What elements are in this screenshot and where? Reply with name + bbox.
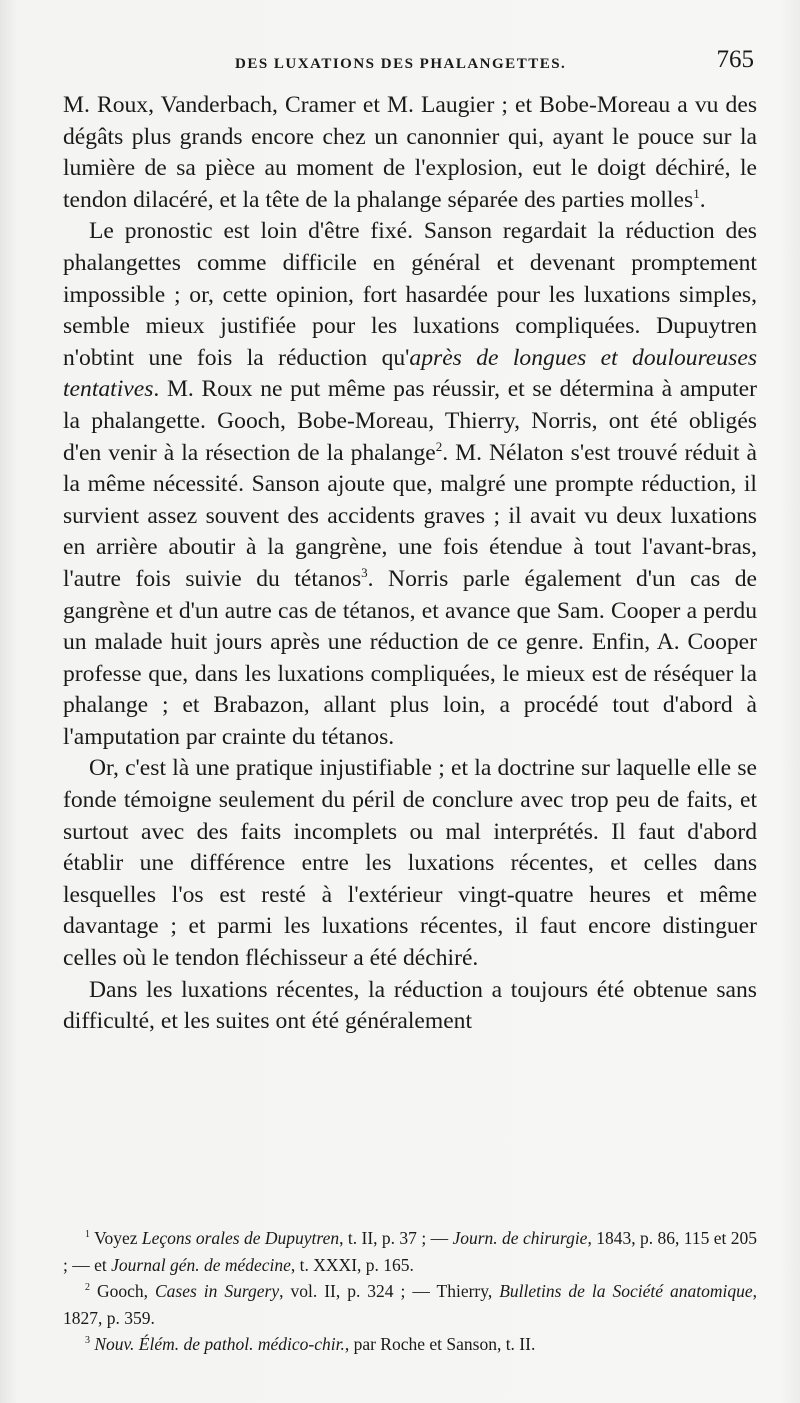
paragraph-2: [63, 216, 757, 753]
footnote-1-title-1: Leçons orales de Dupuytren: [141, 1228, 340, 1248]
footnote-1-text-a: Voyez: [94, 1228, 142, 1248]
footnote-2-text-b: , vol. II, p. 324 ; — Thierry,: [279, 1281, 500, 1301]
page-header: [60, 44, 760, 78]
footnote-2: [63, 1278, 757, 1331]
paragraph-2-text-d: . Norris parle également d'un cas de gangrène et d'un autre cas de tétanos, et avance que Sam. Cooper a perdu un malade huit jours après une réduction de ce genre. Enfin, A. Cooper professe que, dans les luxations compliquées, le mieux est de réséquer la phalange ; et Brabazon, allant plus loin, a procédé tout d'abord à l'amputation par crainte du tétanos.: [63, 565, 757, 750]
footnote-2-text-a: Gooch,: [96, 1281, 155, 1301]
paragraph-2-text-a: Le pronostic est loin d'être fixé. Sanson regardait la réduction des phalangettes comme difficile en général et devenant promptement impossible ; or, cette opinion, fort hasardée pour les luxations simples, semble mieux justifiée pour les luxations compliquées. Dupuytren n'obtint une fois la réduction qu': [63, 218, 757, 371]
footnotes: [63, 1225, 757, 1358]
footnote-3-text-a: , par Roche et Sanson, t. II.: [344, 1334, 536, 1354]
footnote-1-text-c: , 1843, p. 86, 115 et 205 ; — et: [63, 1228, 758, 1275]
paragraph-2-text-c: . M. Nélaton s'est trouvé réduit à la même nécessité. Sanson ajoute que, malgré une prompte réduction, il survient assez souvent des accidents graves ; il avait vu deux luxations en arrière aboutir à la gangrène, une fois étendue à tout l'avant-bras, l'autre fois suivie du tétanos: [63, 439, 757, 592]
paragraph-3: Or, c'est là une pratique injustifiable ; et la doctrine sur laquelle elle se fonde témoigne seulement du péril de conclure avec trop peu de faits, et surtout avec des faits incomplets ou mal interprétés. Il faut d'abord établir une différence entre les luxations récentes, et celles dans lesquelles l'os est resté à l'extérieur vingt-quatre heures et même davantage ; et parmi les luxations récentes, il faut encore distinguer celles où le tendon fléchisseur a été déchiré.: [63, 755, 757, 972]
footnote-1-text-d: , t. XXXI, p. 165.: [290, 1254, 414, 1275]
footnote-ref-2: 2: [435, 438, 443, 454]
footnote-2-title-1: Cases in Surgery: [155, 1281, 280, 1301]
footnote-3: [63, 1331, 757, 1358]
footnote-1-title-2: Journ. de chirurgie: [452, 1228, 588, 1248]
footnote-2-text-c: , 1827, p. 359.: [63, 1281, 758, 1328]
paragraph-1-end: .: [699, 186, 706, 213]
footnote-1-text-b: , t. II, p. 37 ; —: [339, 1228, 453, 1248]
footnote-3-title-1: Nouv. Élém. de pathol. médico-chir.: [94, 1334, 345, 1354]
footnote-3-mark: 3: [85, 1335, 90, 1347]
paragraph-4: Dans les luxations récentes, la réduction a toujours été obtenue sans difficulté, et les suites ont été généralement: [63, 976, 757, 1035]
footnote-1: [63, 1225, 757, 1278]
paragraph-1-text: M. Roux, Vanderbach, Cramer et M. Laugier ; et Bobe-Moreau a vu des dégâts plus grands encore chez un canonnier qui, ayant le pouce sur la lumière de sa pièce au moment de l'explosion, eut le doigt déchiré, le tendon dilacéré, et la tête de la phalange séparée des parties molles: [63, 92, 757, 213]
paragraph-1: [63, 90, 757, 216]
paragraph-2-text-b: . M. Roux ne put même pas réussir, et se détermina à amputer la phalangette. Gooch, Bobe-Moreau, Thierry, Norris, ont été obligés d'en venir à la résection de la phalange: [63, 376, 757, 466]
footnote-ref-1: 1: [693, 185, 700, 201]
footnote-2-mark: 2: [85, 1282, 90, 1294]
running-title: DES LUXATIONS DES PHALANGETTES.: [235, 56, 567, 72]
paragraph-2-italic: après de longues et douloureuses tentatives: [63, 344, 757, 403]
footnote-1-mark: 1: [85, 1229, 90, 1241]
footnote-ref-3: 3: [361, 565, 368, 581]
page-number: 765: [716, 46, 754, 73]
footnote-2-title-2: Bulletins de la Société anatomique: [499, 1281, 753, 1301]
body-text: [63, 90, 757, 1038]
footnote-1-title-3: Journal gén. de médecine: [111, 1254, 291, 1275]
